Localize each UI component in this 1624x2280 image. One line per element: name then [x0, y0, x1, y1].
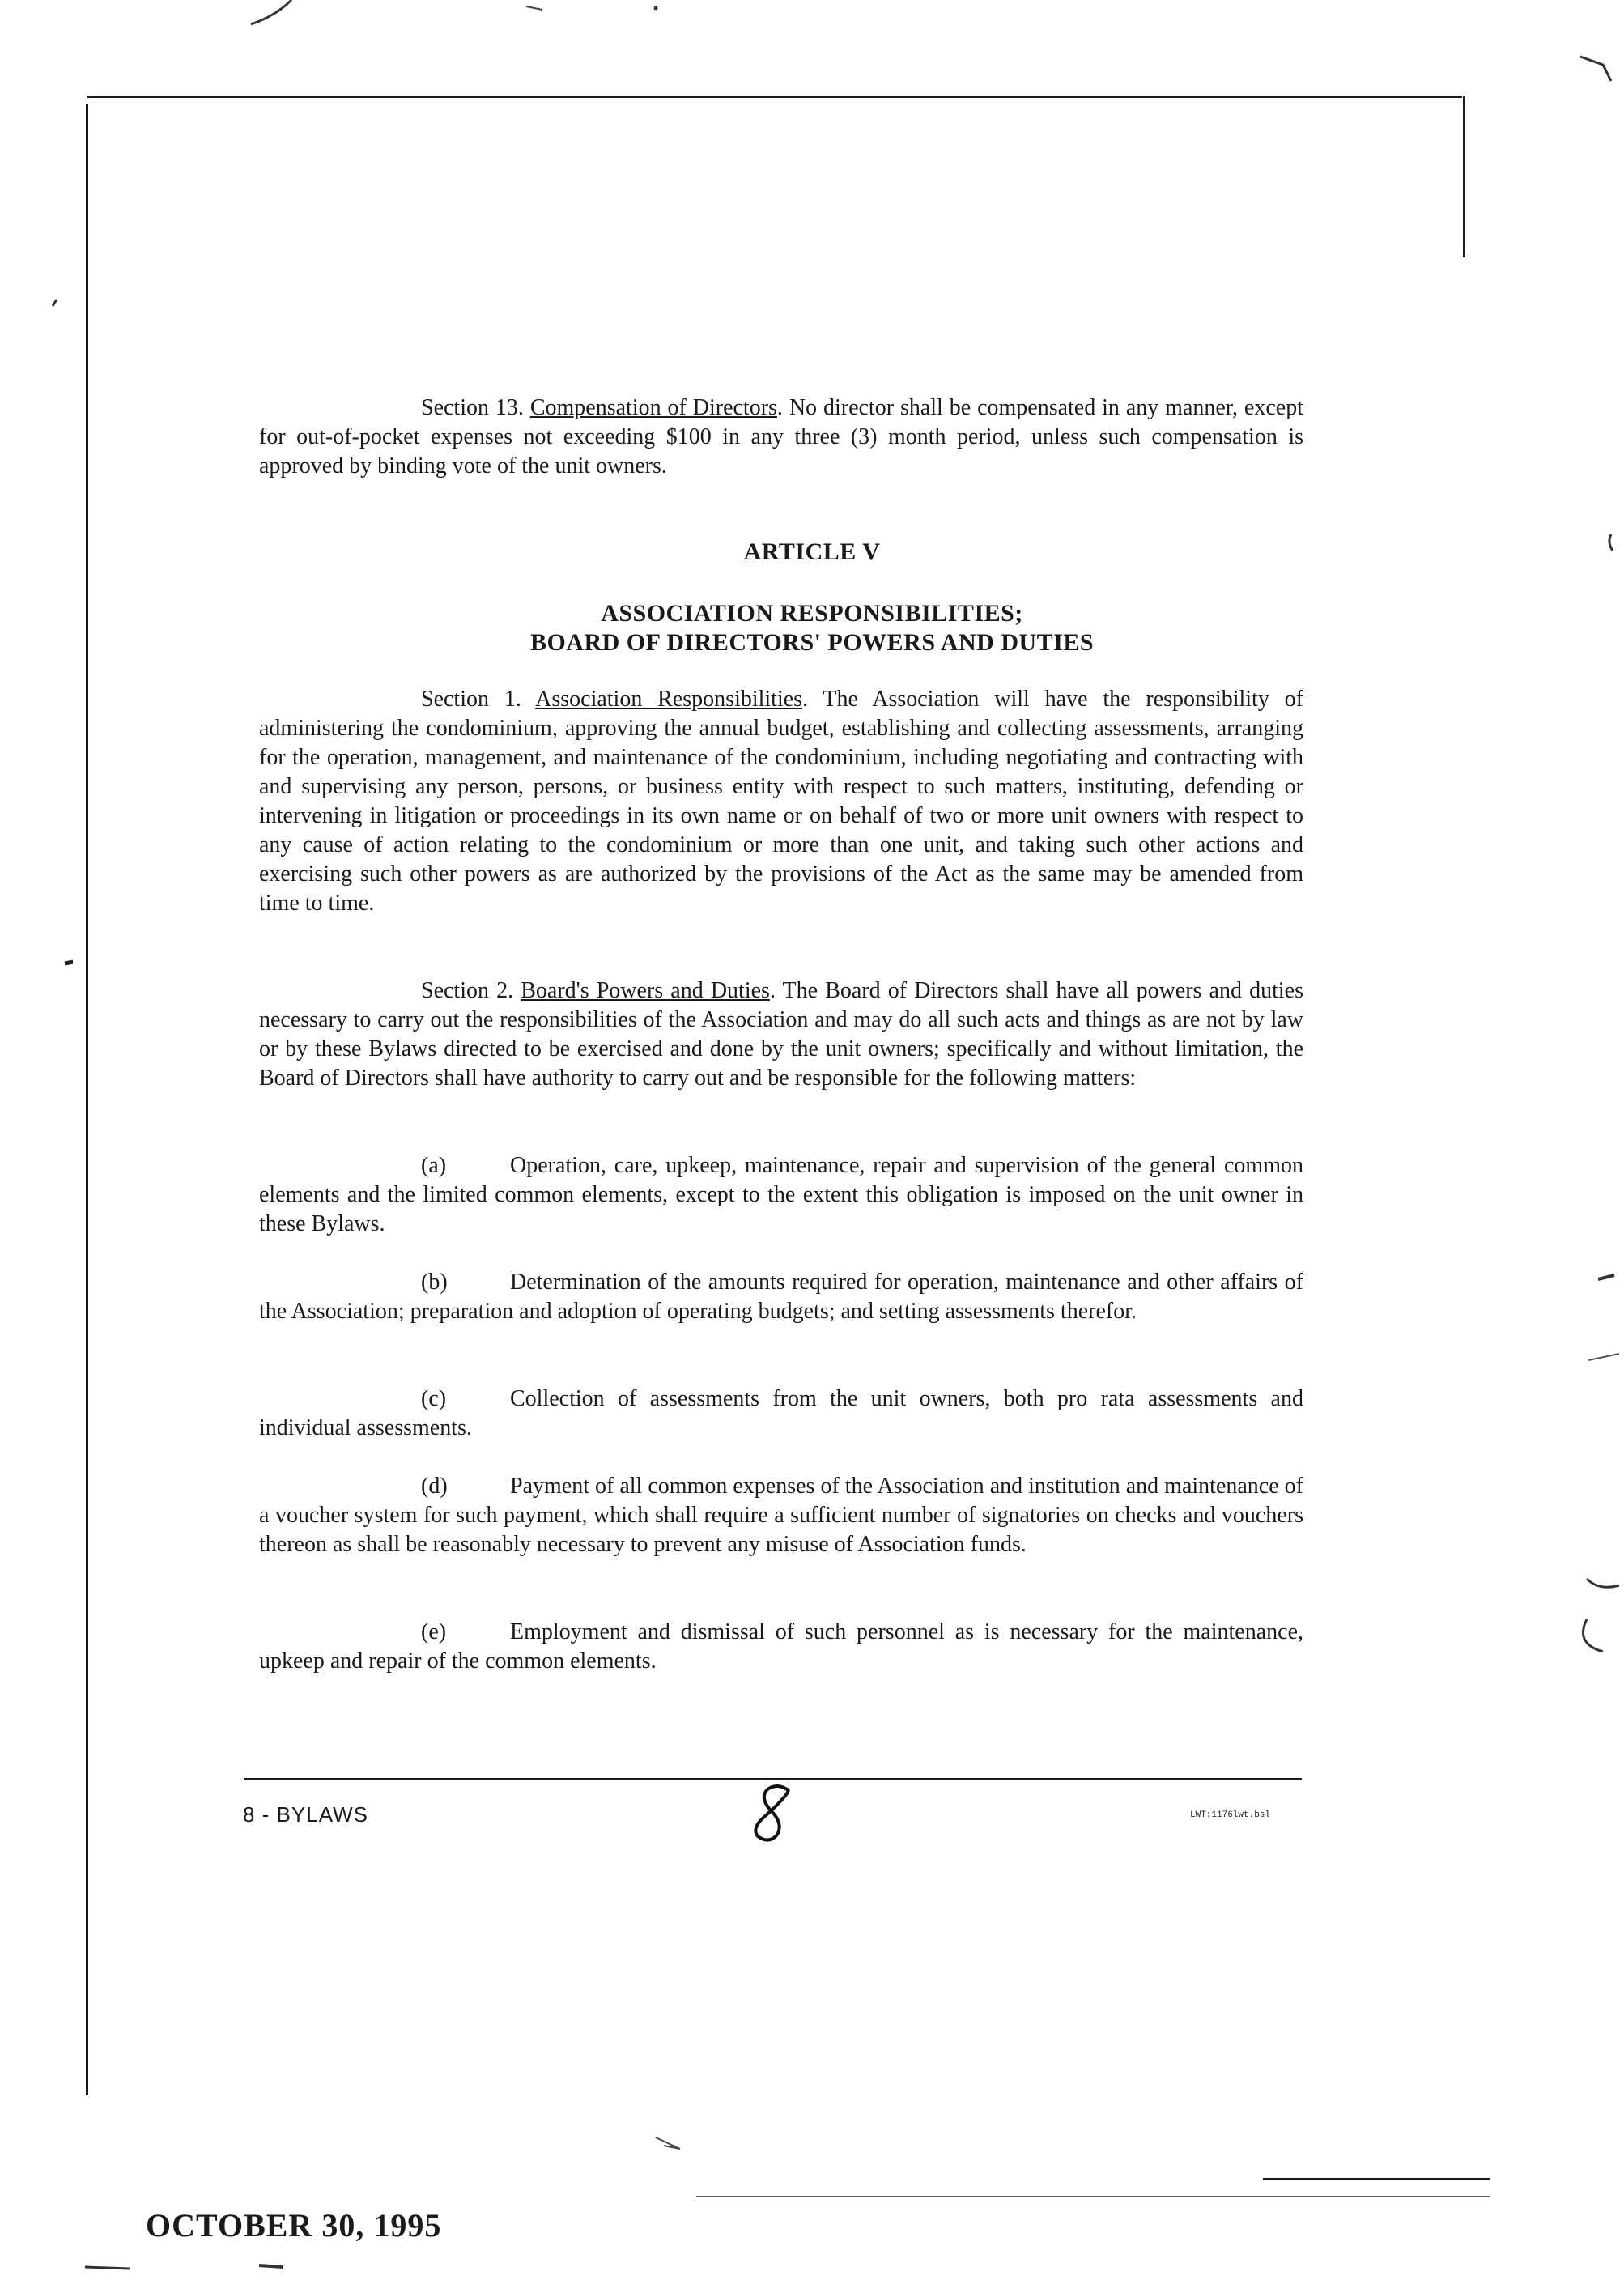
- footer-page-label: 8 - BYLAWS: [243, 1802, 368, 1827]
- section-1-text: . The Association will have the responsibility of administering the condominium, approving the annual budget, establishing and collecting assessments, arranging for the operation, management, and maintenance of the condominium, including negotiating and contracting with and supervising any person, persons, or business entity with respect to such matters, instituting, defending or intervening in litigation or proceedings in its own name or on behalf of two or more unit owners with respect to any cause of action relating to the condominium or more than one unit, and taking such other actions and exercising such other powers as are authorized by the provisions of the Act as the same may be amended from time to time.: [259, 687, 1303, 916]
- section-13-title: Compensation of Directors: [529, 395, 777, 420]
- section-2-lead: Section 2.: [421, 978, 514, 1003]
- footer-divider: [244, 1778, 1302, 1780]
- section-13-text: . No director shall be compensated in any manner, except for out-of-pocket expenses not exceeding $100 in any three (3) month period, unless such compensation is approved by binding vote of the unit owners.: [259, 395, 1303, 479]
- list-item-a-label: (a): [421, 1153, 447, 1178]
- article-title-line-2: BOARD OF DIRECTORS' POWERS AND DUTIES: [529, 629, 1095, 656]
- section-13-paragraph: [259, 393, 1303, 481]
- list-item-d-label: (d): [421, 1474, 448, 1499]
- list-item-e: [259, 1618, 1303, 1676]
- list-item-b-text: Determination of the amounts required for operation, maintenance and other affairs of the Association; preparation and adoption of operating budgets; and setting assessments therefor.: [259, 1270, 1303, 1324]
- list-item-e-label: (e): [421, 1619, 447, 1644]
- frame-bottom-line: [696, 2196, 1490, 2197]
- section-1-lead: Section 1.: [421, 687, 521, 712]
- section-13-lead: Section 13.: [421, 395, 524, 420]
- list-item-a: [259, 1151, 1303, 1239]
- section-2-paragraph: [259, 976, 1303, 1093]
- section-2-text: . The Board of Directors shall have all powers and duties necessary to carry out the responsibilities of the Association and may do all such acts and things as are not by law or by these Bylaws directed to be exercised and done by the unit owners; specifically and without limitation, the Board of Directors shall have authority to carry out and be responsible for the following matters:: [259, 978, 1303, 1091]
- article-title-line-1: ASSOCIATION RESPONSIBILITIES;: [601, 600, 1023, 627]
- frame-left-line: [86, 104, 88, 2095]
- list-item-b-label: (b): [421, 1270, 448, 1295]
- list-item-d: [259, 1472, 1303, 1559]
- handwritten-page-number: [745, 1781, 801, 1850]
- list-item-c-text: Collection of assessments from the unit owners, both pro rata assessments and individual assessments.: [259, 1386, 1303, 1440]
- list-item-e-text: Employment and dismissal of such personnel as is necessary for the maintenance, upkeep and repair of the common elements.: [259, 1619, 1303, 1674]
- section-1-title: Association Responsibilities: [535, 687, 803, 712]
- list-item-c-label: (c): [421, 1386, 447, 1411]
- section-1-paragraph: [259, 685, 1303, 918]
- list-item-d-text: Payment of all common expenses of the Association and institution and maintenance of a voucher system for such payment, which shall require a sufficient number of signatories on checks and vouchers thereon as shall be reasonably necessary to prevent any misuse of Association funds.: [259, 1474, 1303, 1557]
- frame-right-line: [1463, 96, 1465, 257]
- scan-artifact-bottom: [81, 2121, 729, 2280]
- scan-artifact-top: [243, 0, 664, 32]
- date-stamp: OCTOBER 30, 1995: [146, 2207, 442, 2244]
- list-item-b: [259, 1268, 1303, 1326]
- frame-top-line: [87, 96, 1462, 98]
- handwritten-eight-drawing: [745, 1781, 801, 1846]
- list-item-c: [259, 1385, 1303, 1443]
- list-item-a-text: Operation, care, upkeep, maintenance, repair and supervision of the general common elements and the limited common elements, except to the extent this obligation is imposed on the unit owner in these Bylaws.: [259, 1153, 1303, 1236]
- footer-document-code: LWT:1176lwt.bsl: [1190, 1810, 1271, 1820]
- article-number: ARTICLE V: [743, 538, 881, 565]
- scan-artifact-right: [1571, 32, 1624, 1652]
- frame-bottom-right-line: [1263, 2178, 1490, 2180]
- section-2-title: Board's Powers and Duties: [521, 978, 770, 1003]
